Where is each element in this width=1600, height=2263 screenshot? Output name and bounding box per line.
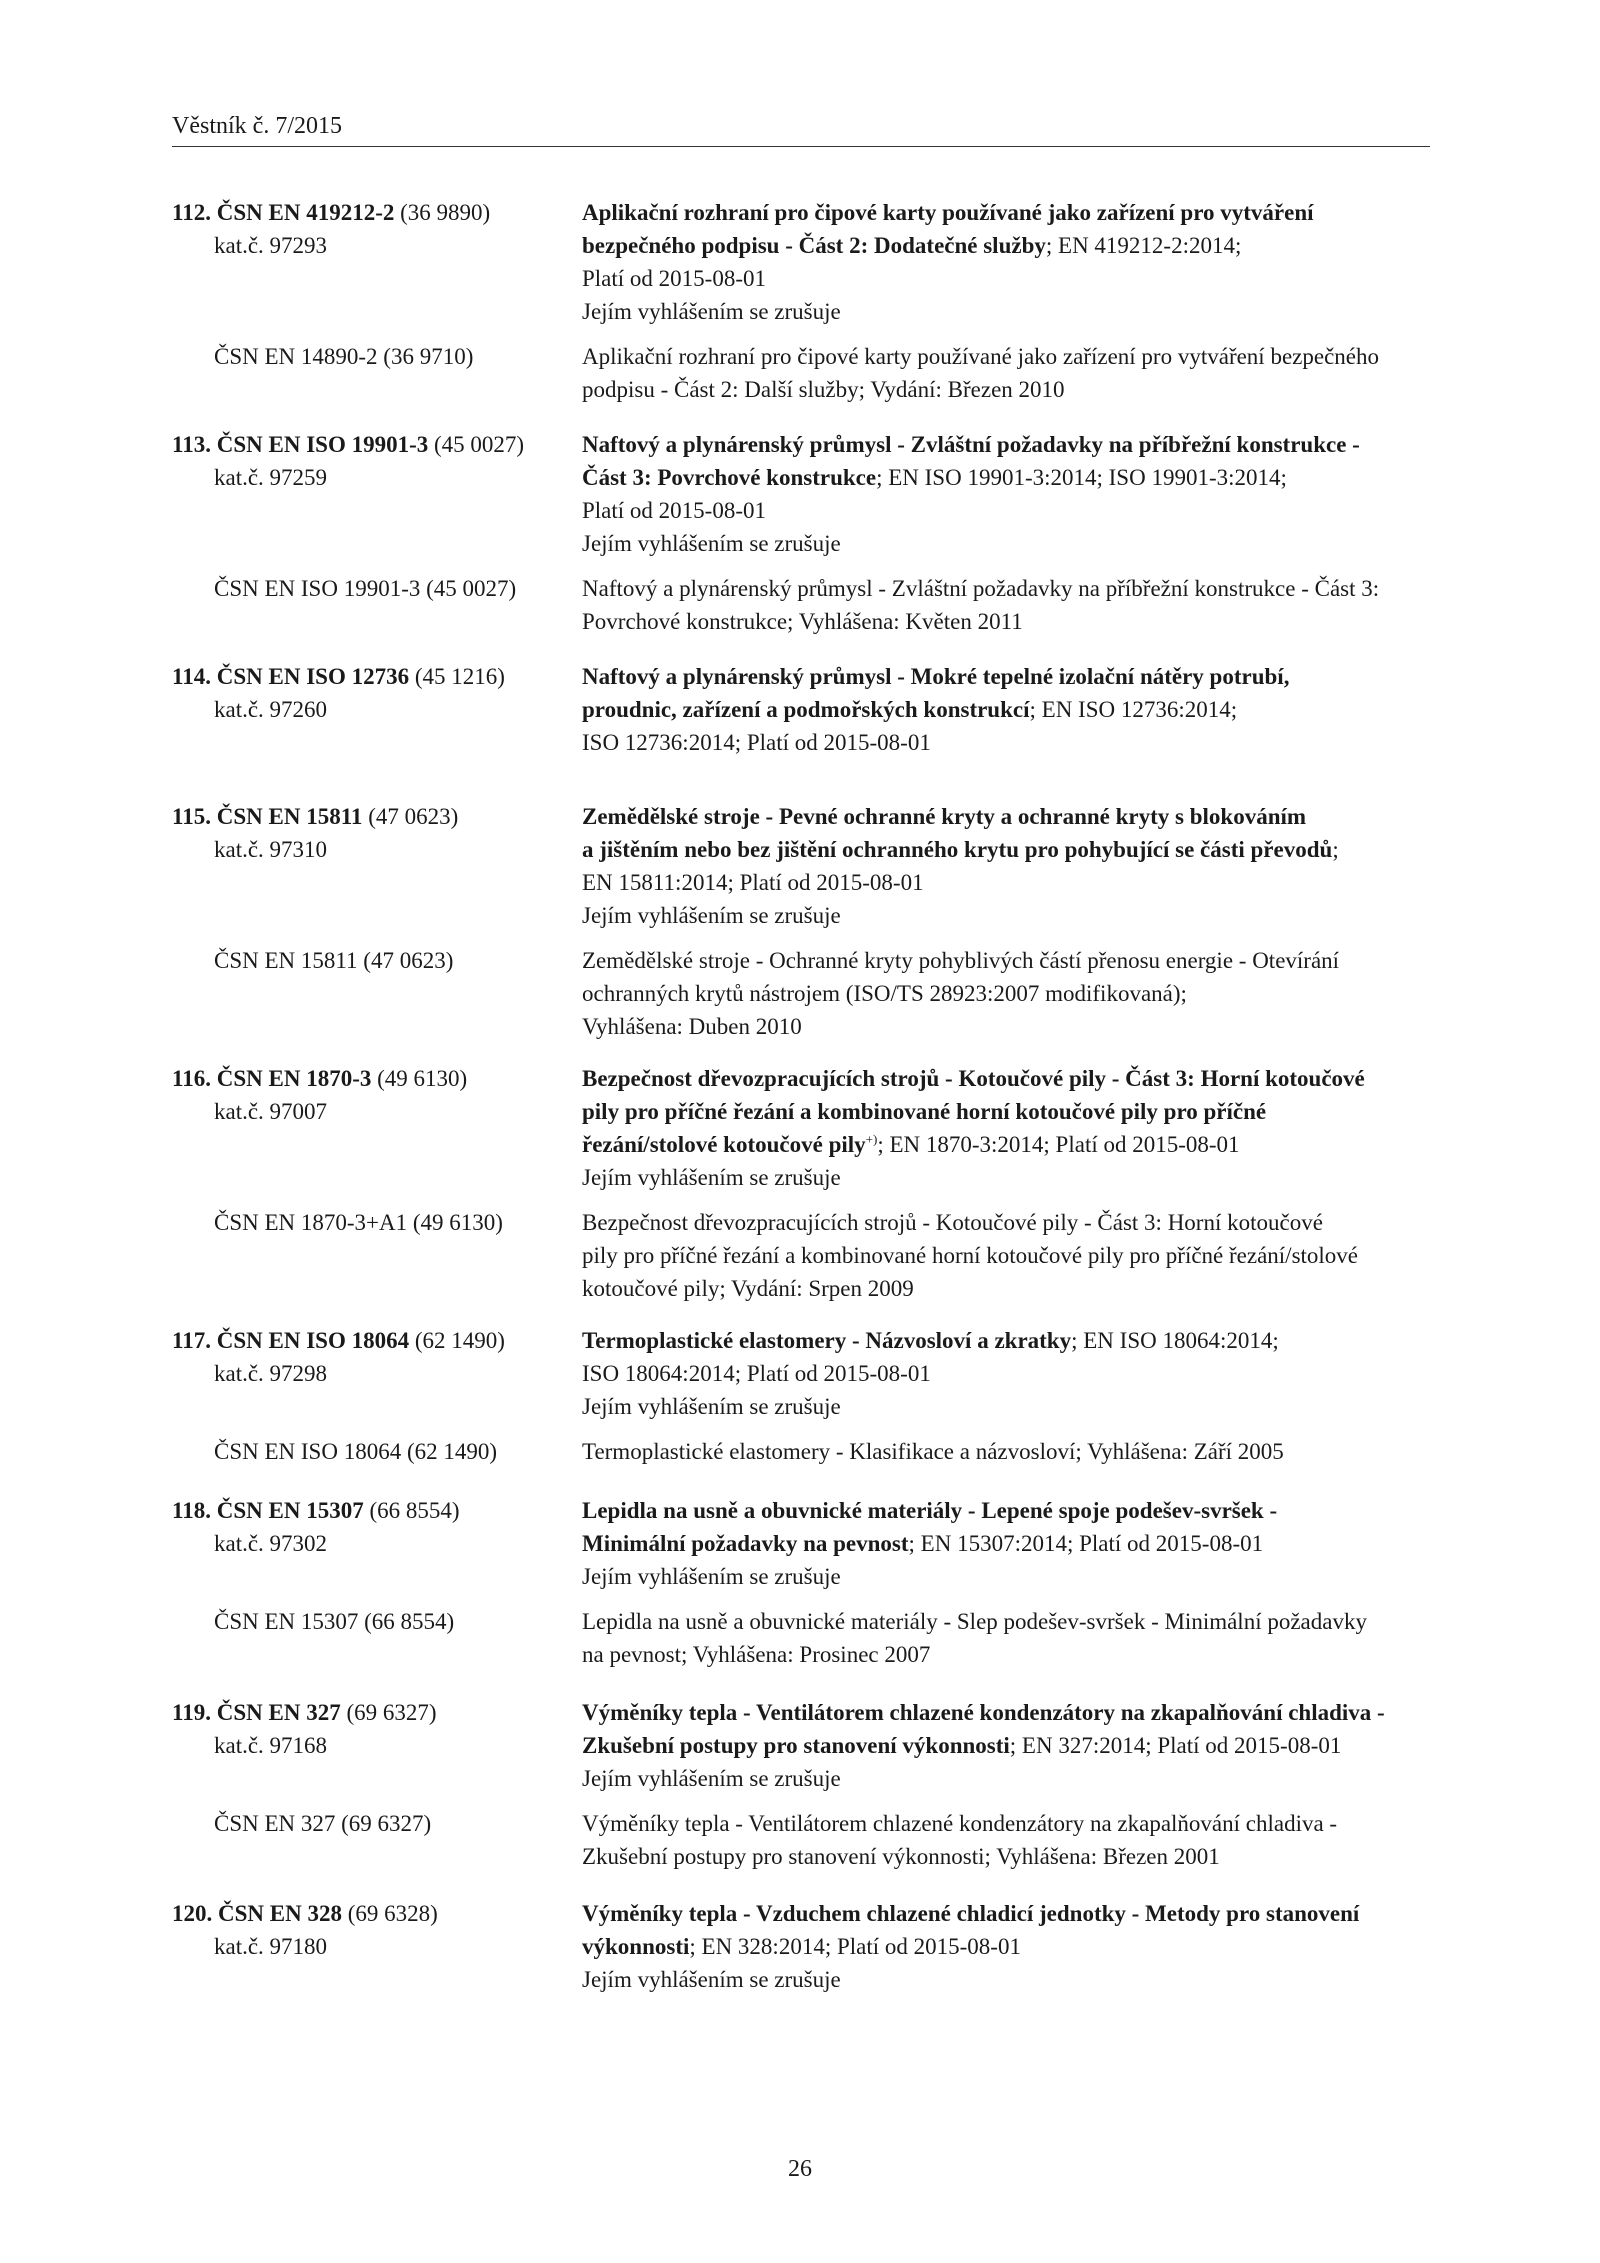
standard-title: Bezpečnost dřevozpracujících strojů - Kotoučové pily - Část 3: Horní kotoučové pily pro příčné řezání a kombinované horní kotoučové pily pro příčné řezání/stolové kotoučové pily+); EN 1870-3:2014; Platí od 2015-08-01 Jejím vyhlášením se zrušuje	[582, 1066, 1365, 1190]
replaced-standard: ČSN EN ISO 19901-3 (45 0027) Naftový a plynárenský průmysl - Zvláštní požadavky na příbřežní konstrukce - Část 3: Povrchové konstrukce; Vyhlášena: Květen 2011	[172, 572, 1430, 638]
page-number: 26	[788, 2156, 812, 2182]
catalog-number: kat.č. 97168	[214, 1733, 328, 1758]
standard-title: Naftový a plynárenský průmysl - Zvláštní požadavky na příbřežní konstrukce - Část 3: Povrchové konstrukce; EN ISO 19901-3:2014; ISO 19901-3:2014; Platí od 2015-08-01 Jejím vyhlášením se zrušuje	[582, 432, 1360, 556]
old-code: ČSN EN 15811 (47 0623)	[214, 948, 454, 973]
entry-number: 118. ČSN EN 15307 (66 8554)	[172, 1498, 460, 1523]
standard-entry-116	[172, 1062, 1430, 1305]
standard-title: Zemědělské stroje - Pevné ochranné kryty a ochranné kryty s blokováním a jištěním nebo bez jištění ochranného krytu pro pohybující se části převodů; EN 15811:2014; Platí od 2015-08-01 Jejím vyhlášením se zrušuje	[582, 804, 1339, 928]
old-code: ČSN EN 327 (69 6327)	[214, 1811, 432, 1836]
old-code: ČSN EN ISO 18064 (62 1490)	[214, 1439, 498, 1464]
catalog-number: kat.č. 97260	[214, 697, 328, 722]
entry-number: 113. ČSN EN ISO 19901-3 (45 0027)	[172, 432, 525, 457]
standard-entry-112	[172, 196, 1430, 406]
entry-number: 114. ČSN EN ISO 12736 (45 1216)	[172, 664, 505, 689]
replaced-standard: ČSN EN ISO 18064 (62 1490) Termoplastické elastomery - Klasifikace a názvosloví; Vyhlášena: Září 2005	[172, 1435, 1430, 1468]
standard-entry-115	[172, 800, 1430, 1043]
replaced-standard: ČSN EN 327 (69 6327) Výměníky tepla - Ventilátorem chlazené kondenzátory na zkapalňování chladiva - Zkušební postupy pro stanovení výkonnosti; Vyhlášena: Březen 2001	[172, 1807, 1430, 1873]
standard-title: Aplikační rozhraní pro čipové karty používané jako zařízení pro vytváření bezpečného podpisu - Část 2: Dodatečné služby; EN 419212-2:2014; Platí od 2015-08-01 Jejím vyhlášením se zrušuje	[582, 200, 1314, 324]
standard-title: Výměníky tepla - Ventilátorem chlazené kondenzátory na zkapalňování chladiva - Zkušební postupy pro stanovení výkonnosti; EN 327:2014; Platí od 2015-08-01 Jejím vyhlášením se zrušuje	[582, 1700, 1385, 1791]
old-code: ČSN EN 14890-2 (36 9710)	[214, 344, 474, 369]
entry-number: 120. ČSN EN 328 (69 6328)	[172, 1901, 438, 1926]
catalog-number: kat.č. 97293	[214, 233, 328, 258]
page-header	[172, 112, 1430, 147]
standard-entry-118	[172, 1494, 1430, 1671]
standard-entry-114	[172, 660, 1430, 759]
old-code: ČSN EN 1870-3+A1 (49 6130)	[214, 1210, 503, 1235]
entry-number: 115. ČSN EN 15811 (47 0623)	[172, 804, 459, 829]
entry-number: 112. ČSN EN 419212-2 (36 9890)	[172, 200, 491, 225]
catalog-number: kat.č. 97180	[214, 1934, 328, 1959]
standard-entry-119	[172, 1696, 1430, 1873]
standard-title: Lepidla na usně a obuvnické materiály - Lepené spoje podešev-svršek - Minimální požadavky na pevnost; EN 15307:2014; Platí od 2015-08-01 Jejím vyhlášením se zrušuje	[582, 1498, 1278, 1589]
standard-entry-117	[172, 1324, 1430, 1468]
old-code: ČSN EN ISO 19901-3 (45 0027)	[214, 576, 517, 601]
entry-number: 116. ČSN EN 1870-3 (49 6130)	[172, 1066, 468, 1091]
catalog-number: kat.č. 97298	[214, 1361, 328, 1386]
replaced-standard: ČSN EN 1870-3+A1 (49 6130) Bezpečnost dřevozpracujících strojů - Kotoučové pily - Část 3: Horní kotoučové pily pro příčné řezání a kombinované horní kotoučové pily pro příčné řezání/stolové kotoučové pily; Vydání: Srpen 2009	[172, 1206, 1430, 1305]
bulletin-title: Věstník č. 7/2015	[172, 113, 342, 139]
standard-entry-120	[172, 1897, 1430, 1996]
entry-number: 117. ČSN EN ISO 18064 (62 1490)	[172, 1328, 505, 1353]
entry-number: 119. ČSN EN 327 (69 6327)	[172, 1700, 437, 1725]
replaced-standard: ČSN EN 14890-2 (36 9710) Aplikační rozhraní pro čipové karty používané jako zařízení pro vytváření bezpečného podpisu - Část 2: Další služby; Vydání: Březen 2010	[172, 340, 1430, 406]
catalog-number: kat.č. 97310	[214, 837, 328, 862]
standard-entry-113	[172, 428, 1430, 638]
replaced-standard: ČSN EN 15307 (66 8554) Lepidla na usně a obuvnické materiály - Slep podešev-svršek - Minimální požadavky na pevnost; Vyhlášena: Prosinec 2007	[172, 1605, 1430, 1671]
standard-title: Výměníky tepla - Vzduchem chlazené chladicí jednotky - Metody pro stanovení výkonnosti; EN 328:2014; Platí od 2015-08-01 Jejím vyhlášením se zrušuje	[582, 1901, 1360, 1992]
catalog-number: kat.č. 97259	[214, 465, 328, 490]
standard-title: Naftový a plynárenský průmysl - Mokré tepelné izolační nátěry potrubí, proudnic, zařízení a podmořských konstrukcí; EN ISO 12736:2014; ISO 12736:2014; Platí od 2015-08-01	[582, 664, 1290, 755]
catalog-number: kat.č. 97302	[214, 1531, 328, 1556]
replaced-standard: ČSN EN 15811 (47 0623) Zemědělské stroje - Ochranné kryty pohyblivých částí přenosu energie - Otevírání ochranných krytů nástrojem (ISO/TS 28923:2007 modifikovaná); Vyhlášena: Duben 2010	[172, 944, 1430, 1043]
standard-title: Termoplastické elastomery - Názvosloví a zkratky; EN ISO 18064:2014; ISO 18064:2014; Platí od 2015-08-01 Jejím vyhlášením se zrušuje	[582, 1328, 1279, 1419]
catalog-number: kat.č. 97007	[214, 1099, 328, 1124]
old-code: ČSN EN 15307 (66 8554)	[214, 1609, 455, 1634]
